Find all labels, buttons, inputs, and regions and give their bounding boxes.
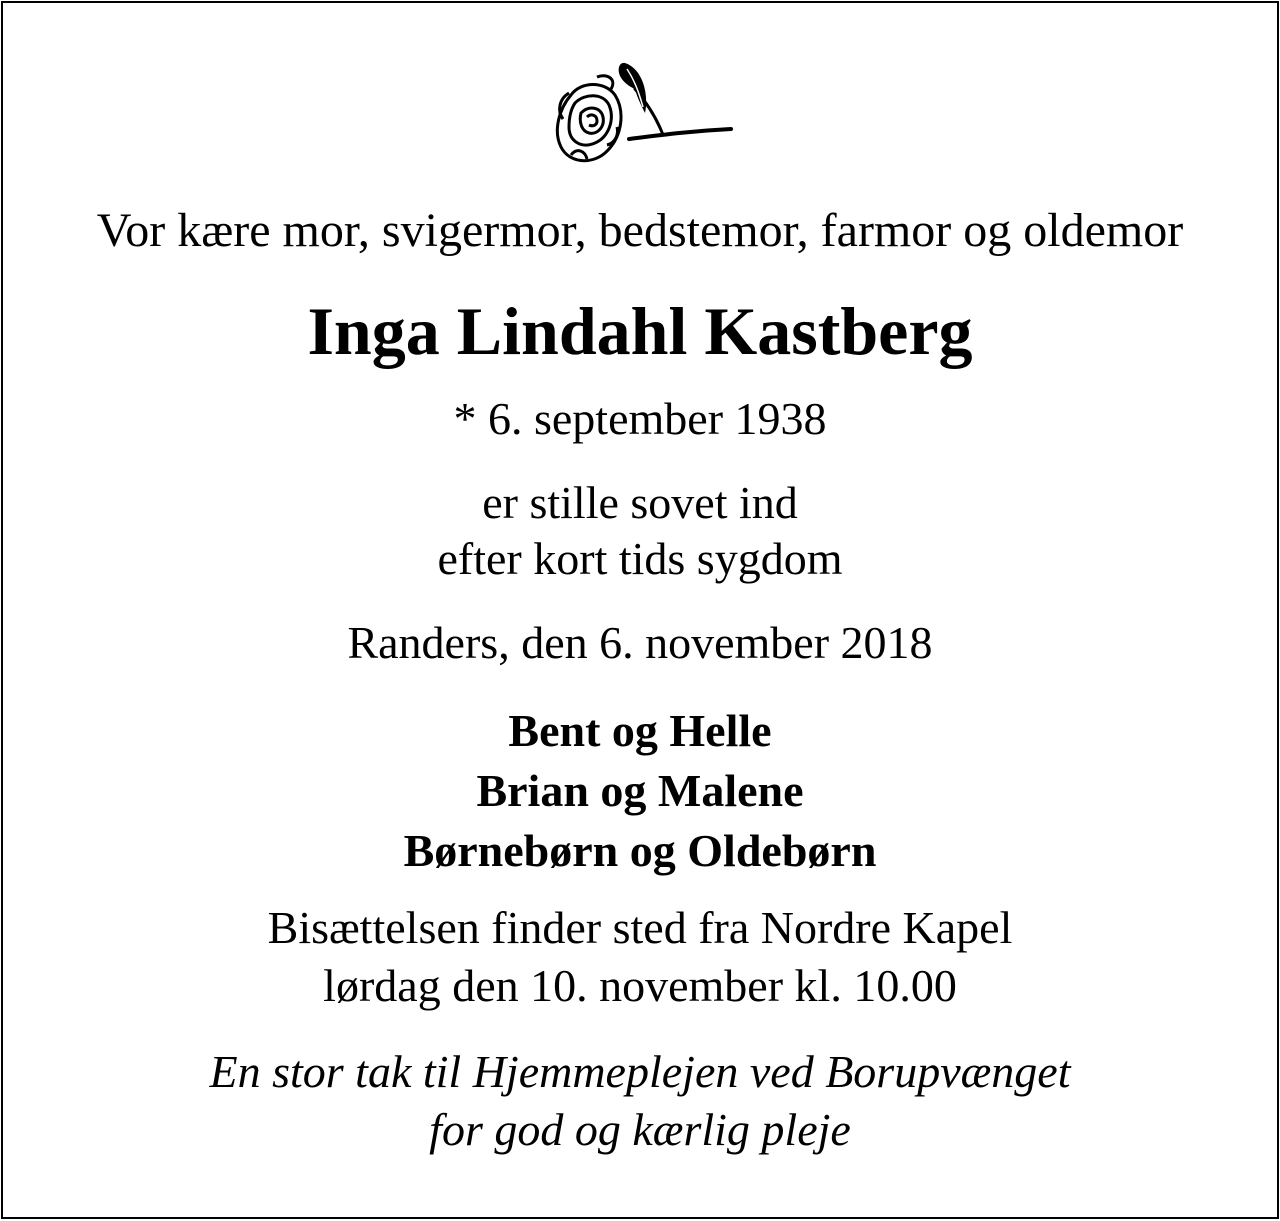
place-and-date: Randers, den 6. november 2018 xyxy=(347,617,933,668)
thanks-line: En stor tak til Hjemmeplejen ved Borupvænget xyxy=(209,1046,1071,1097)
funeral-info xyxy=(3,899,1277,1015)
funeral-line: Bisættelsen finder sted fra Nordre Kapel xyxy=(267,902,1013,953)
funeral-line: lørdag den 10. november kl. 10.00 xyxy=(323,960,957,1011)
intro-text: Vor kære mor, svigermor, bedstemor, farmor og oldemor xyxy=(96,204,1184,257)
phrase-line: efter kort tids sygdom xyxy=(437,533,843,584)
family-signatures xyxy=(3,701,1277,881)
phrase-line: er stille sovet ind xyxy=(482,477,798,528)
family-line: Brian og Malene xyxy=(476,765,804,816)
deceased-name: Inga Lindahl Kastberg xyxy=(307,293,973,369)
thanks-note xyxy=(3,1043,1277,1159)
family-line: Børnebørn og Oldebørn xyxy=(403,825,877,876)
thanks-line: for god og kærlig pleje xyxy=(429,1104,851,1155)
passing-phrase xyxy=(3,475,1277,587)
birth-date: * 6. september 1938 xyxy=(453,393,827,444)
rose-icon xyxy=(551,59,735,171)
family-line: Bent og Helle xyxy=(508,705,772,756)
obituary-notice xyxy=(1,1,1279,1219)
